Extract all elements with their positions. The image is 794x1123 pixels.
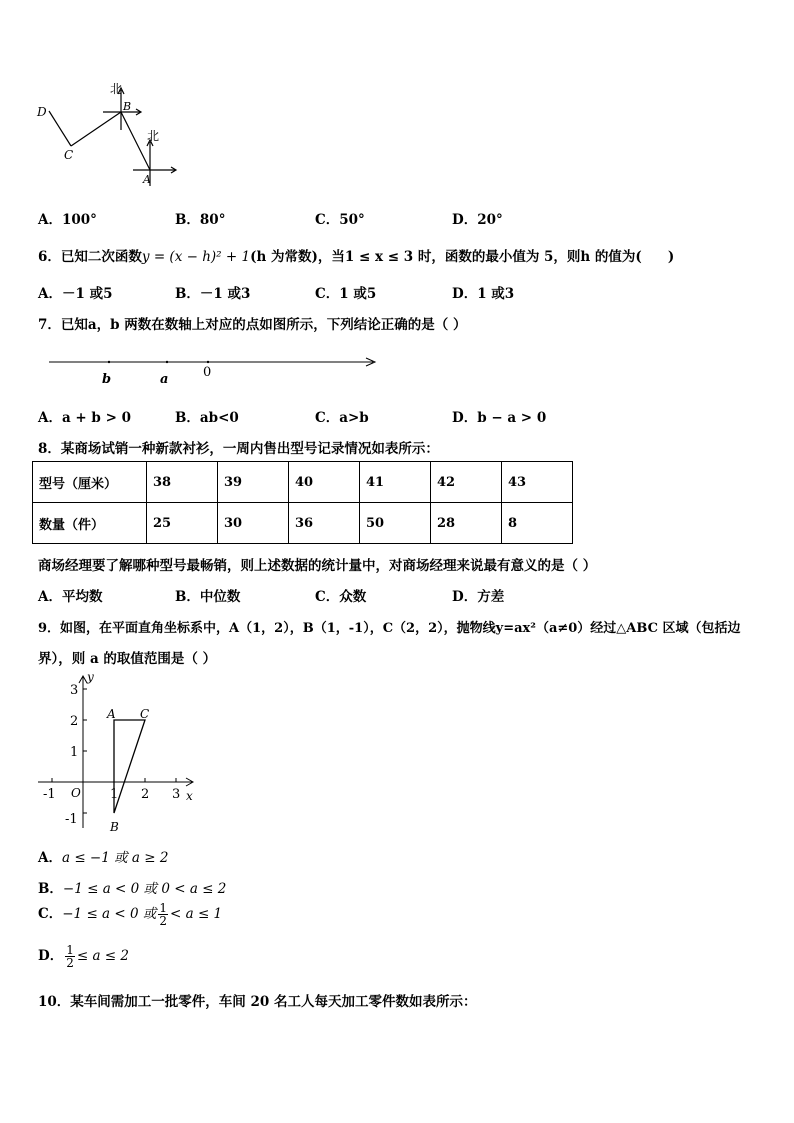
q6-option-b[interactable]: B．－1 或3 (175, 286, 251, 302)
q7-option-b[interactable]: B．ab<0 (175, 410, 239, 426)
q6-mid: ，当1 ≤ x ≤ 3 时，函数的最小值为 5，则h 的值为( (317, 249, 642, 265)
number-line-figure (45, 350, 385, 390)
y-tick-1: 1 (70, 745, 79, 760)
q5-option-b[interactable]: B．80° (175, 212, 226, 228)
coordinate-graph (30, 668, 205, 838)
q10-question: 10．某车间需加工一批零件，车间 20 名工人每天加工零件数如表所示： (38, 994, 477, 1010)
label-a: a (160, 372, 169, 387)
table-cell: 8 (502, 503, 573, 544)
q8-option-a[interactable]: A．平均数 (38, 589, 103, 605)
north-label-b: 北 (110, 82, 123, 96)
q7-option-d[interactable]: D．b − a > 0 (452, 410, 547, 426)
table-cell: 30 (218, 503, 289, 544)
q7-option-c[interactable]: C．a>b (315, 410, 369, 426)
point-b (108, 361, 110, 363)
fraction: $\frac{1}{2}$ (66, 943, 74, 970)
graph-point-c: C (140, 707, 150, 721)
q7-question: 7．已知a，b 两数在数轴上对应的点如图所示，下列结论正确的是（ ） (38, 317, 467, 333)
q6-question (38, 245, 674, 265)
segment-ba (121, 112, 150, 170)
point-label-d: D (37, 105, 47, 119)
segment-cb (71, 112, 121, 146)
point-zero (207, 361, 209, 363)
table-cell: 型号（厘米） (33, 462, 147, 503)
q8-question: 8．某商场试销一种新款衬衫，一周内售出型号记录情况如表所示： (38, 441, 439, 457)
table-cell: 数量（件） (33, 503, 147, 544)
q6-end: ) (667, 249, 675, 265)
q7-option-a[interactable]: A．a + b > 0 (38, 410, 131, 426)
point-label-c: C (64, 148, 74, 162)
label-b: b (102, 372, 112, 387)
q9-option-d[interactable]: D． $\frac{1}{2}$ ≤ a ≤ 2 (38, 943, 129, 970)
table-cell: 41 (360, 462, 431, 503)
q6-option-c[interactable]: C．1 或5 (315, 286, 377, 302)
point-label-a: A (143, 173, 151, 186)
fraction: $\frac{1}{2}$ (159, 901, 168, 928)
q6-prefix: 6．已知二次函数 (38, 249, 142, 265)
point-a (166, 361, 168, 363)
label-zero: 0 (203, 365, 212, 380)
x-tick-neg1: -1 (43, 787, 56, 802)
q9-question-line1: 9．如图，在平面直角坐标系中，A（1，2），B（1，-1），C（2，2），抛物线y=ax²（a≠0）经过△ABC 区域（包括边 (38, 621, 741, 636)
table-cell: 39 (218, 462, 289, 503)
q8-option-c[interactable]: C．众数 (315, 589, 367, 605)
q8-table (32, 461, 573, 544)
segment-dc (49, 111, 71, 146)
q9-option-a[interactable]: A．a ≤ −1 或 a ≥ 2 (38, 850, 169, 866)
q5-option-c[interactable]: C．50° (315, 212, 365, 228)
origin-label: O (71, 786, 81, 800)
q6-formula: y = (x − h)² + 1 (141, 249, 251, 265)
q5-option-a[interactable]: A．100° (38, 212, 97, 228)
q6-paren: (h 为常数) (250, 249, 318, 265)
table-cell: 40 (289, 462, 360, 503)
q8-option-d[interactable]: D．方差 (452, 589, 505, 605)
y-axis-label: y (87, 670, 94, 684)
x-tick-1: 1 (110, 787, 119, 802)
q9-option-b[interactable]: B．−1 ≤ a < 0 或 0 < a ≤ 2 (38, 881, 227, 897)
table-cell: 28 (431, 503, 502, 544)
table-cell: 38 (147, 462, 218, 503)
q6-option-d[interactable]: D．1 或3 (452, 286, 515, 302)
q8-option-b[interactable]: B．中位数 (175, 589, 241, 605)
y-tick-neg1: -1 (65, 812, 78, 827)
table-cell: 36 (289, 503, 360, 544)
table-row (33, 462, 573, 503)
table-cell: 50 (360, 503, 431, 544)
graph-point-a: A (107, 707, 116, 721)
table-row (33, 503, 573, 544)
y-tick-3: 3 (70, 683, 79, 698)
q8-followup: 商场经理要了解哪种型号最畅销，则上述数据的统计量中，对商场经理来说最有意义的是（ ） (38, 558, 597, 574)
y-tick-2: 2 (70, 714, 79, 729)
graph-point-b: B (110, 820, 119, 834)
point-label-b: B (123, 100, 132, 113)
q9-question-line2: 界），则 a 的取值范围是（ ） (38, 651, 217, 667)
q6-option-a[interactable]: A．－1 或5 (38, 286, 113, 302)
table-cell: 43 (502, 462, 573, 503)
x-tick-3: 3 (172, 787, 181, 802)
table-cell: 25 (147, 503, 218, 544)
x-axis-label: x (186, 789, 193, 803)
x-tick-2: 2 (141, 787, 150, 802)
q9-option-c[interactable]: C．−1 ≤ a < 0 或 $\frac{1}{2}$ < a ≤ 1 (38, 901, 223, 928)
q5-option-d[interactable]: D．20° (452, 212, 503, 228)
table-cell: 42 (431, 462, 502, 503)
compass-figure (30, 78, 190, 193)
north-label-a: 北 (147, 129, 160, 143)
